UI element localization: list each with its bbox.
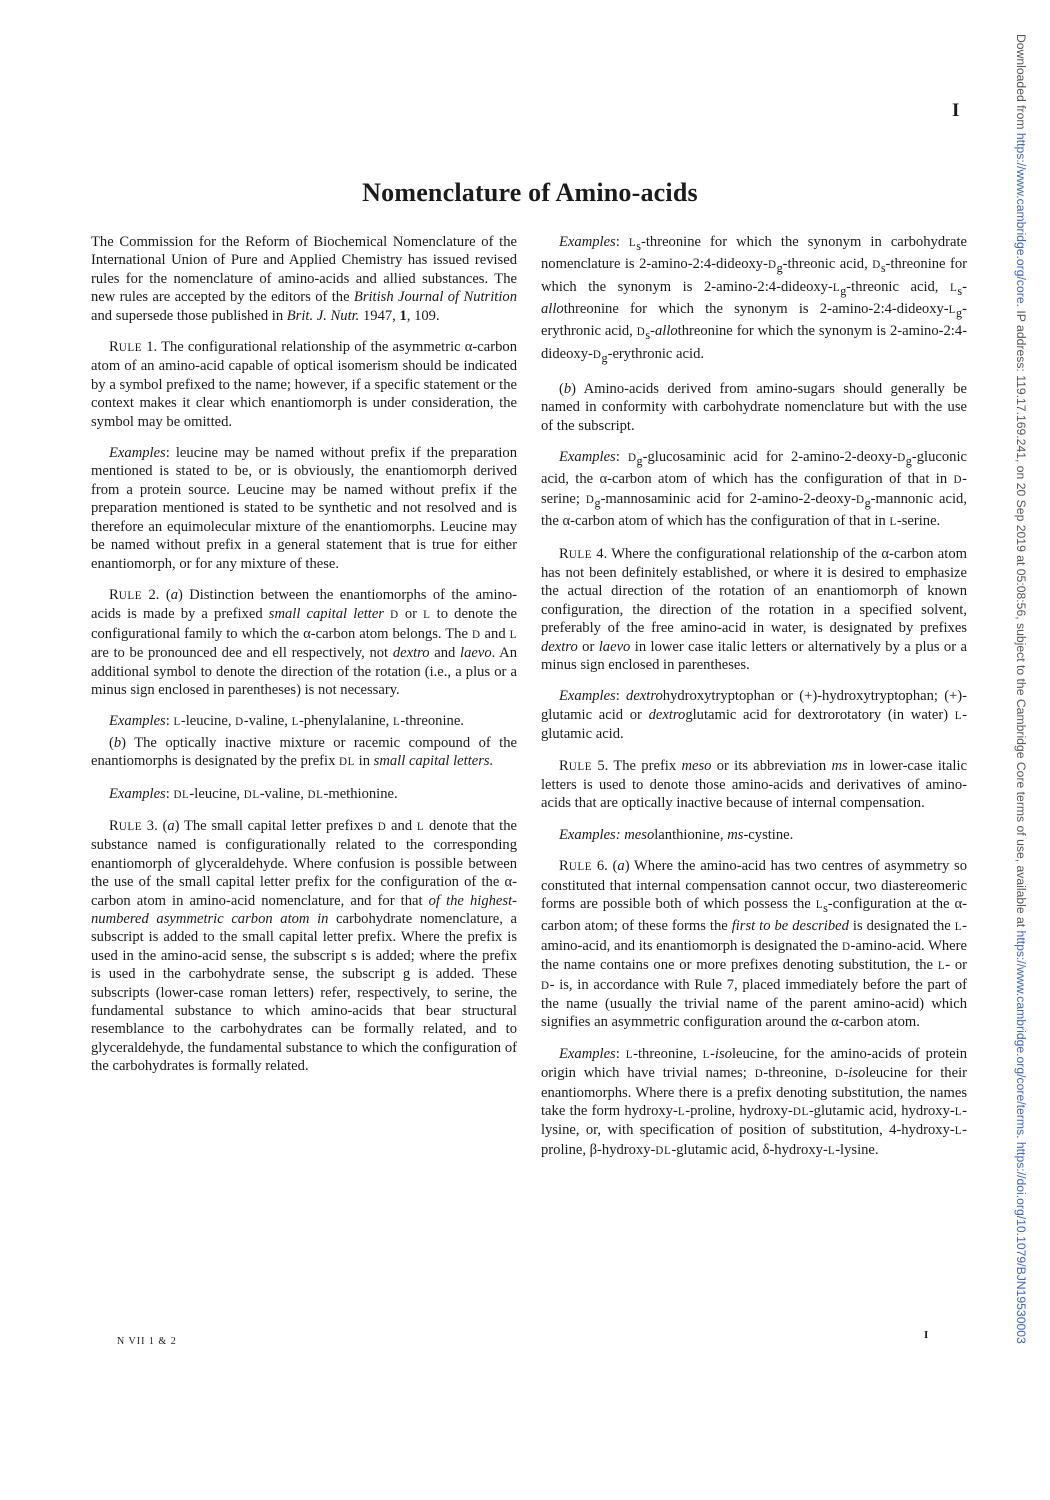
rule-3a-paragraph: RULE 3. (a) The small capital letter prefixes D and L denote that the substance named is configurationally related to the corresponding enantiomorph of glyceraldehyde. Where confusion is possible between the use of the small capital letter prefix for the configuration of the α-carbon atom in amino-acid nomenclature, and for that of the highest-numbered asymmetric carbon atom in carbohydrate nomenclature, a subscript is added to the small capital letter prefix. Where the prefix is used in the amino-acid sense, the subscript s is added; where the prefix is used in the carbohydrate sense, the subscript g is added. These subscripts (lower-case roman letters) refer, respectively, to serine, the fundamental substance to which amino-acids that bear structural resemblance to the carbohydrates can be formally related, and to glyceraldehyde, the fundamental substance to which the configuration of the carbohydrates is formally related. bbox=[91, 817, 517, 1075]
rule-2b-examples: Examples: DL-leucine, DL-valine, DL-methionine. bbox=[109, 785, 398, 802]
rule-4-examples: Examples: dextrohydroxytryptophan or (+)-hydroxytryptophan; (+)-glutamic acid or dextroglutamic acid for dextrorotatory (in water) L-glutamic acid. bbox=[541, 688, 968, 743]
rule-2a-paragraph: RULE 2. (a) Distinction between the enantiomorphs of the amino-acids is made by a prefixed small capital letter D or L to denote the configurational family to which the α-carbon atom belongs. The D and L are to be pronounced dee and ell respectively, not dextro and laevo. An additional symbol to denote the direction of the rotation (i.e., a plus or a minus sign enclosed in parentheses) is not necessary. bbox=[91, 586, 518, 698]
download-notice bbox=[1014, 34, 1028, 1474]
intro-paragraph: The Commission for the Reform of Biochemical Nomenclature of the International Union of Pure and Applied Chemistry has issued revised rules for the nomenclature of amino-acids and allied substances. The new rules are accepted by the editors of the British Journal of Nutrition and supersede those published in Brit. J. Nutr. 1947, 1, 109. bbox=[91, 234, 517, 324]
download-notice-middle: . IP address: 119.17.169.241, on 20 Sep 2019 at 05:08:56, subject to the Cambridge Core terms of use, available at bbox=[1014, 303, 1028, 931]
rule-5-paragraph: RULE 5. The prefix meso or its abbreviation ms in lower-case italic letters is used to denote those amino-acids and derivatives of amino-acids that are optically inactive because of internal compensation. bbox=[541, 757, 967, 812]
rule-6a-examples: Examples: L-threonine, L-isoleucine, for the amino-acids of protein origin which have trivial names; D-threonine, D-isoleucine for their enantiomorphs. Where there is a prefix denoting substitution, the names take the form hydroxy-L-proline, hydroxy-DL-glutamic acid, hydroxy-L-lysine, or, with specification of position of substitution, 4-hydroxy-L-proline, β-hydroxy-DL-glutamic acid, δ-hydroxy-L-lysine. bbox=[541, 1045, 967, 1158]
rule-3a-examples: Examples: $L_s$-threonine for which the synonym in carbohydrate nomenclature is $2-amino-2:4-dideoxy-D_g$-threonic acid, $D_s$-threonine for which the synonym is $2-amino-2:4-dideoxy-L_g$-threonic acid, $L_s$-allothreonine for which the synonym is $2-amino-2:4-dideoxy-L_g$-erythronic acid, $D_s$-allothreonine for which the synonym is $2-amino-2:4-dideoxy-D_g$-erythronic acid. bbox=[541, 234, 967, 365]
footer-mark: I bbox=[924, 1329, 929, 1341]
cambridge-core-link[interactable]: https://www.cambridge.org/core bbox=[1014, 132, 1028, 304]
rule-3b-paragraph: (b) Amino-acids derived from amino-sugars should generally be named in conformity with carbohydrate nomenclature but with the use of the subscript. bbox=[541, 380, 967, 434]
rule-6a-paragraph: RULE 6. (a) Where the amino-acid has two centres of asymmetry so constituted that internal compensation cannot occur, two diastereomeric forms are possible both of which possess the $L_s$-configuration at the α-carbon atom; of these forms the first to be described is designated the L-amino-acid, and its enantiomorph is designated the D-amino-acid. Where the name contains one or more prefixes denoting substitution, the L- or D- is, in accordance with Rule 7, placed immediately before the part of the name (usually the trivial name of the parent amino-acid) which signifies an asymmetric configuration around the α-carbon atom. bbox=[541, 858, 968, 1031]
download-notice-prefix: Downloaded from bbox=[1014, 34, 1028, 133]
terms-link[interactable]: https://www.cambridge.org/core/terms bbox=[1014, 930, 1028, 1136]
rule-2a-examples: Examples: L-leucine, D-valine, L-phenylalanine, L-threonine. bbox=[109, 713, 464, 730]
rule-5-examples: Examples: mesolanthionine, ms-cystine. bbox=[559, 826, 794, 843]
page-number: I bbox=[952, 100, 960, 121]
rule-1-examples: Examples: leucine may be named without prefix if the preparation mentioned is stated to be, or is obviously, the enantiomorph derived from a protein source. Leucine may be named without prefix if the preparation mentioned is stated to be synthetic and not resolved and is therefore an equimolecular mixture of the enantiomorphs. Leucine may be named without prefix in a general statement that is true for either enantiomorph, or for any mixture of these. bbox=[91, 445, 517, 572]
rule-2b-paragraph: (b) The optically inactive mixture or racemic compound of the enantiomorphs is designated by the prefix DL in small capital letters. bbox=[91, 734, 517, 770]
doi-link[interactable]: https://doi.org/10.1079/BJN19530003 bbox=[1014, 1141, 1028, 1344]
rule-1-paragraph: RULE 1. The configurational relationship of the asymmetric α-carbon atom of an amino-acid capable of optical isomerism should be indicated by a symbol prefixed to the name; however, if a specific statement or the context makes it clear which enantiomorph is under consideration, the symbol may be omitted. bbox=[91, 339, 517, 430]
footer-signature: N VII 1 & 2 bbox=[117, 1336, 177, 1347]
page-title: Nomenclature of Amino-acids bbox=[362, 178, 698, 207]
left-column bbox=[91, 233, 517, 1089]
rule-4-paragraph: RULE 4. Where the configurational relationship of the α-carbon atom has not been definitely established, or where it is desired to emphasize the actual direction of the rotation of an enantiomorph of known configuration, the direction of the rotation in a specified solvent, preferably of the free amino-acid in water, is designated by prefixes dextro or laevo in lower case italic letters or alternatively by a plus or a minus sign enclosed in parentheses. bbox=[541, 545, 967, 673]
right-column bbox=[541, 233, 967, 1173]
download-notice-sep: . bbox=[1014, 1135, 1028, 1142]
rule-3b-examples: Examples: $D_g$-glucosaminic acid for $2-amino-2-deoxy-D_g$-gluconic acid, the α-carbon atom of which has the configuration of that in D-serine; $D_g$-mannosaminic acid for $2-amino-2-deoxy-D_g$-mannonic acid, the α-carbon atom of which has the configuration of that in L-serine. bbox=[541, 449, 967, 530]
